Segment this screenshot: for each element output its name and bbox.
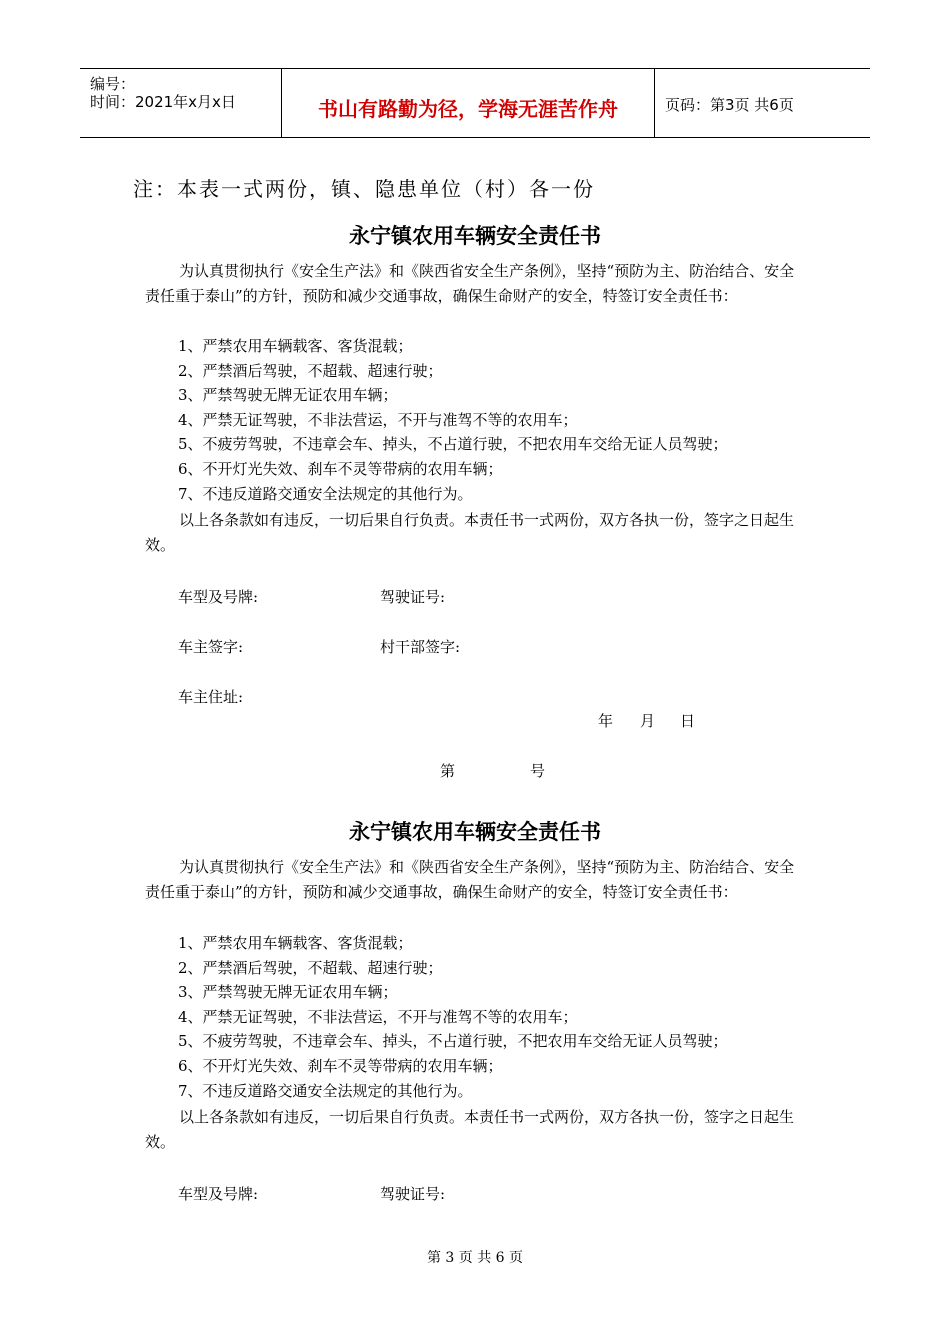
section-2-intro-text: 为认真贯彻执行《安全生产法》和《陕西省安全生产条例》，坚持“预防为主、防治结合、安全责任重于泰山”的方针，预防和减少交通事故，确保生命财产的安全，特签订安全责任书： bbox=[145, 858, 795, 901]
serial-suffix-label: 号 bbox=[530, 762, 546, 780]
page-header bbox=[80, 68, 870, 138]
list-item: 1、严禁农用车辆载客、客货混载； bbox=[178, 337, 413, 355]
cadre-signature-label: 村干部签字: bbox=[380, 638, 461, 656]
list-item: 1、严禁农用车辆载客、客货混载； bbox=[178, 934, 413, 952]
section-1-items bbox=[178, 334, 728, 506]
list-item: 2、严禁酒后驾驶，不超载、超速行驶； bbox=[178, 361, 443, 380]
vehicle-plate-label: 车型及号牌: bbox=[178, 1185, 259, 1203]
list-item: 7、不违反道路交通安全法规定的其他行为。 bbox=[178, 484, 473, 503]
section-2-closing-text: 以上各条款如有违反，一切后果自行负责。本责任书一式两份，双方各执一份，签字之日起生效。 bbox=[145, 1108, 795, 1151]
header-page-cell bbox=[655, 69, 870, 137]
date-day-label: 日 bbox=[680, 712, 696, 730]
document-number-label: 编号： bbox=[90, 75, 136, 93]
owner-signature-label: 车主签字: bbox=[178, 638, 244, 656]
list-item: 4、严禁无证驾驶，不非法营运，不开与准驾不等的农用车； bbox=[178, 1007, 578, 1026]
section-2-closing bbox=[145, 1105, 805, 1154]
section-1-intro-text: 为认真贯彻执行《安全生产法》和《陕西省安全生产条例》，坚持“预防为主、防治结合、安全责任重于泰山”的方针，预防和减少交通事故，确保生命财产的安全，特签订安全责任书： bbox=[145, 262, 795, 305]
list-item: 5、不疲劳驾驶，不违章会车、掉头，不占道行驶，不把农用车交给无证人员驾驶； bbox=[178, 1032, 728, 1051]
header-motto-cell bbox=[281, 69, 655, 137]
list-item: 3、严禁驾驶无牌无证农用车辆； bbox=[178, 386, 398, 405]
section-1-intro bbox=[145, 259, 805, 308]
vehicle-plate-label: 车型及号牌: bbox=[178, 588, 259, 606]
date-year-label: 年 bbox=[598, 712, 614, 730]
page-footer: 第 3 页 共 6 页 bbox=[426, 1250, 524, 1266]
list-item: 4、严禁无证驾驶，不非法营运，不开与准驾不等的农用车； bbox=[178, 410, 578, 429]
list-item: 6、不开灯光失效、刹车不灵等带病的农用车辆； bbox=[178, 1056, 503, 1075]
copies-note: 注：本表一式两份，镇、隐患单位（村）各一份 bbox=[133, 177, 595, 201]
list-item: 5、不疲劳驾驶，不违章会车、掉头，不占道行驶，不把农用车交给无证人员驾驶； bbox=[178, 435, 728, 454]
section-2-intro bbox=[145, 855, 805, 904]
header-page-number: 页码：第3页 共6页 bbox=[665, 96, 794, 114]
list-item: 3、严禁驾驶无牌无证农用车辆； bbox=[178, 983, 398, 1002]
list-item: 6、不开灯光失效、刹车不灵等带病的农用车辆； bbox=[178, 459, 503, 478]
driver-license-label: 驾驶证号: bbox=[380, 1185, 446, 1203]
section-1-title: 永宁镇农用车辆安全责任书 bbox=[349, 223, 601, 248]
section-2-title: 永宁镇农用车辆安全责任书 bbox=[349, 819, 601, 844]
list-item: 2、严禁酒后驾驶，不超载、超速行驶； bbox=[178, 958, 443, 977]
date-month-label: 月 bbox=[640, 712, 656, 730]
driver-license-label: 驾驶证号: bbox=[380, 588, 446, 606]
section-2-items bbox=[178, 931, 728, 1103]
section-1-closing bbox=[145, 508, 805, 557]
document-time-label: 时间：2021年x月x日 bbox=[90, 93, 236, 111]
header-info-cell bbox=[80, 69, 281, 137]
section-1-closing-text: 以上各条款如有违反，一切后果自行负责。本责任书一式两份，双方各执一份，签字之日起生效。 bbox=[145, 511, 795, 554]
owner-address-label: 车主住址: bbox=[178, 688, 244, 706]
list-item: 7、不违反道路交通安全法规定的其他行为。 bbox=[178, 1081, 473, 1100]
serial-prefix-label: 第 bbox=[440, 762, 456, 780]
header-motto: 书山有路勤为径，学海无涯苦作舟 bbox=[318, 97, 618, 121]
